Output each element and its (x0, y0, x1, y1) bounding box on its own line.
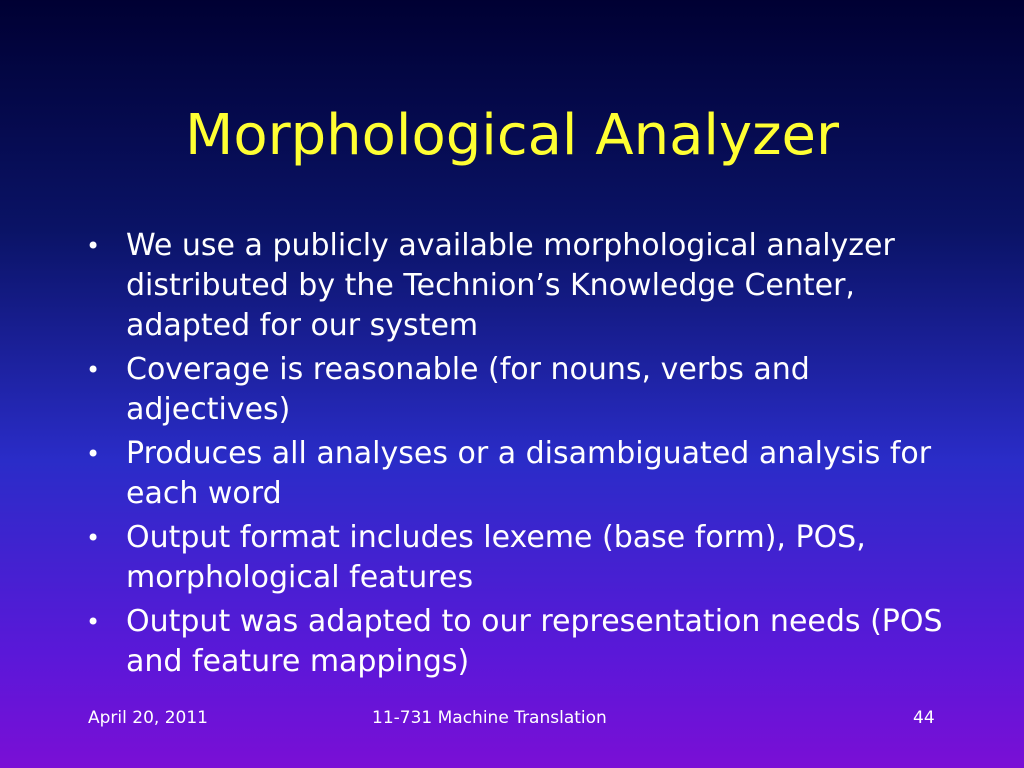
slide-title: Morphological Analyzer (185, 103, 839, 168)
footer-page-number: 44 (913, 708, 935, 728)
bullet-text: Coverage is reasonable (for nouns, verbs and adjectives) (126, 352, 810, 427)
bullet-list (86, 226, 956, 686)
bullet-item (86, 350, 956, 430)
bullet-text: We use a publicly available morphological analyzer distributed by the Technion’s Knowledge Center, adapted for our system (126, 228, 895, 343)
bullet-text: Output was adapted to our representation needs (POS and feature mappings) (126, 604, 943, 679)
footer-date: April 20, 2011 (88, 708, 208, 728)
bullet-icon: • (86, 608, 101, 636)
bullet-icon: • (86, 356, 101, 384)
bullet-item (86, 518, 956, 598)
bullet-item (86, 226, 956, 346)
footer-course-title: 11-731 Machine Translation (372, 708, 607, 728)
bullet-item (86, 602, 956, 682)
bullet-icon: • (86, 440, 101, 468)
bullet-icon: • (86, 524, 101, 552)
bullet-icon: • (86, 232, 101, 260)
bullet-text: Output format includes lexeme (base form), POS, morphological features (126, 520, 866, 595)
bullet-item (86, 434, 956, 514)
bullet-text: Produces all analyses or a disambiguated analysis for each word (126, 436, 932, 511)
